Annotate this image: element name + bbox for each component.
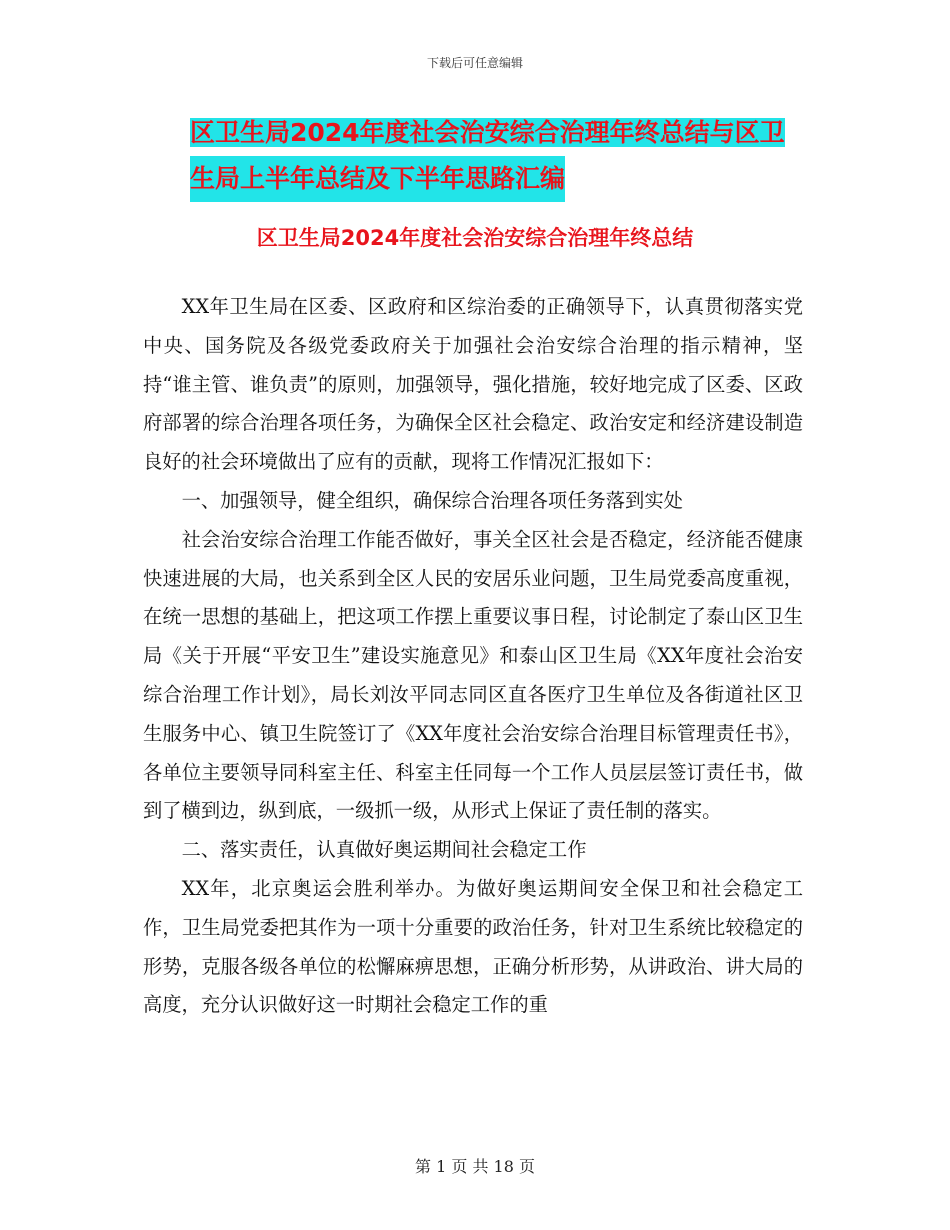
paragraph: XX年卫生局在区委、区政府和区综治委的正确领导下，认真贯彻落实党中央、国务院及各级党委政府关于加强社会治安综合治理的指示精神，坚持“谁主管、谁负责”的原则，加强领导，强化措施，较好地完成了区委、区政府部署的综合治理各项任务，为确保全区社会稳定、政治安定和经济建设制造良好的社会环境做出了应有的贡献，现将工作情况汇报如下： xyxy=(143,295,803,474)
page-number: 第 1 页 共 18 页 xyxy=(415,1157,535,1176)
document-title-line-1: 区卫生局2024年度社会治安综合治理年终总结与区卫 xyxy=(190,118,785,147)
paragraph: XX年，北京奥运会胜利举办。为做好奥运期间安全保卫和社会稳定工作，卫生局党委把其作为一项十分重要的政治任务，针对卫生系统比较稳定的形势，克服各级各单位的松懈麻痹思想，正确分析形势，从讲政治、讲大局的高度，充分认识做好这一时期社会稳定工作的重 xyxy=(143,876,803,1017)
section-heading: 一、加强领导，健全组织，确保综合治理各项任务落到实处 xyxy=(181,488,683,512)
body-text xyxy=(143,288,803,1025)
header-note: 下载后可任意编辑 xyxy=(426,56,523,70)
section-heading: 二、落实责任，认真做好奥运期间社会稳定工作 xyxy=(181,838,587,862)
document-title xyxy=(190,110,830,202)
document-title-line-2: 生局上半年总结及下半年思路汇编 xyxy=(190,156,565,202)
paragraph: 社会治安综合治理工作能否做好，事关全区社会是否稳定，经济能否健康快速进展的大局，也关系到全区人民的安居乐业问题，卫生局党委高度重视，在统一思想的基础上，把这项工作摆上重要议事日程，讨论制定了泰山区卫生局《关于开展“平安卫生”建设实施意见》和泰山区卫生局《XX年度社会治安综合治理工作计划》，局长刘汝平同志同区直各医疗卫生单位及各街道社区卫生服务中心、镇卫生院签订了《XX年度社会治安综合治理目标管理责任书》，各单位主要领导同科室主任、科室主任同每一个工作人员层层签订责任书，做到了横到边，纵到底，一级抓一级，从形式上保证了责任制的落实。 xyxy=(143,527,803,823)
section-title: 区卫生局2024年度社会治安综合治理年终总结 xyxy=(256,226,694,250)
